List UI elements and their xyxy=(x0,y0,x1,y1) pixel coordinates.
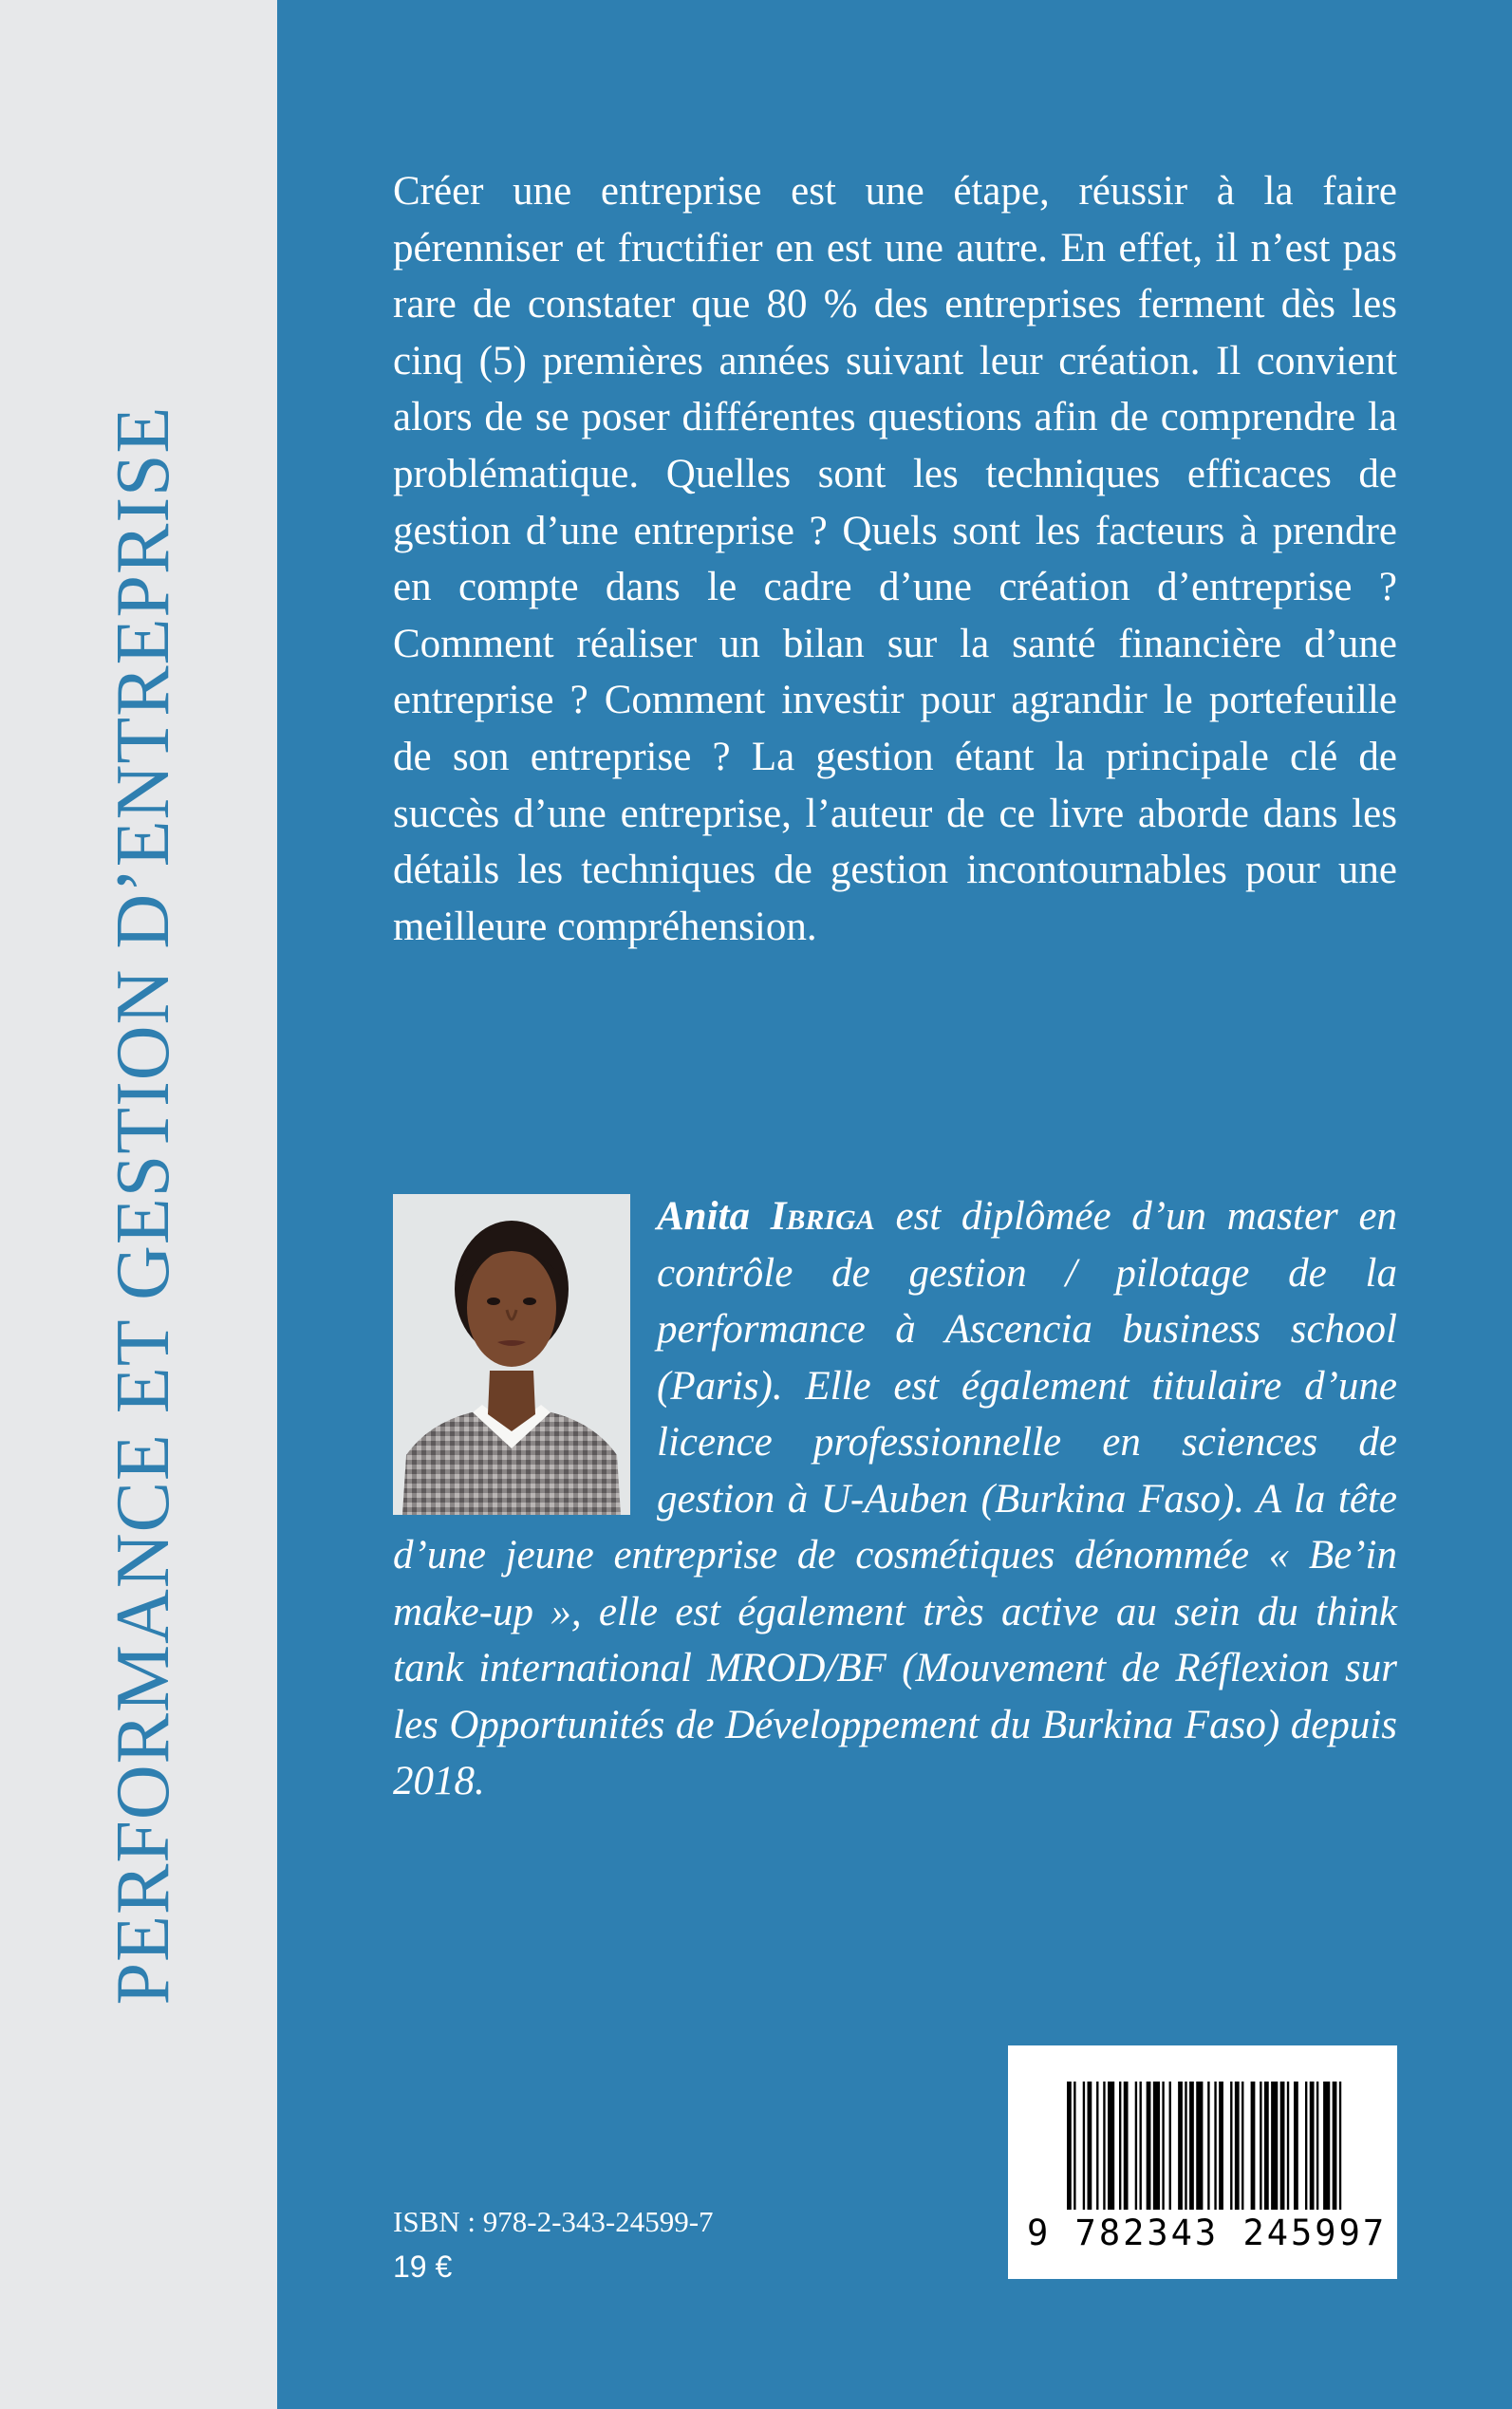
author-first-name: Anita xyxy=(657,1194,750,1239)
barcode-bar xyxy=(1162,2082,1164,2210)
author-name xyxy=(657,1194,875,1239)
synopsis-text: Créer une entreprise est une étape, réussir à la faire pérenniser et fructifier en est une autre. En effet, il n’est pas rare de constater que 80 % des entreprises ferment dès les cinq (5) premières années suivant leur création. Il convient alors de se poser différentes questions afin de comprendre la problématique. Quelles sont les techniques efficaces de gestion d’une entreprise ? Quels sont les facteurs à prendre en compte dans le cadre d’une création d’entreprise ? Comment réaliser un bilan sur la santé financière d’une entreprise ? Comment investir pour agrandir le portefeuille de son entreprise ? La gestion étant la principale clé de succès d’une entreprise, l’auteur de ce livre aborde dans les détails les techniques de gestion incontournables pour une meilleure compréhension. xyxy=(393,169,1397,949)
barcode-bar xyxy=(1251,2082,1256,2210)
barcode-bar xyxy=(1323,2082,1330,2210)
barcode-bar xyxy=(1241,2082,1243,2210)
barcode-bar xyxy=(1103,2082,1105,2210)
barcode-bar xyxy=(1108,2082,1114,2210)
barcode-bar xyxy=(1185,2082,1186,2210)
barcode-bar xyxy=(1316,2082,1318,2210)
barcode-digits: 9 782343 245997 xyxy=(1027,2213,1388,2253)
barcode-bar xyxy=(1073,2082,1075,2210)
barcode-bar xyxy=(1294,2082,1298,2210)
barcode-bar xyxy=(1333,2082,1337,2210)
barcode-bar xyxy=(1124,2082,1129,2210)
barcode-bar xyxy=(1271,2082,1278,2210)
barcode-bar xyxy=(1083,2082,1085,2210)
barcode-bars xyxy=(1067,2082,1346,2210)
barcode-bar xyxy=(1305,2082,1307,2210)
author-bio-text: est diplômée d’un master en contrôle de gestion / pilotage de la performance à Ascencia business school (Paris). Elle est également titulaire d’une licence professionnelle en sciences de gestion à U-Auben (Burkina Faso). A la tête d’une jeune entreprise de cosmétiques dénommée « Be’in make-up », elle est également très active au sein du think tank international MROD/BF (Mouvement de Réflexion sur les Opportunités de Développement du Burkina Faso) depuis 2018. xyxy=(393,1194,1398,1803)
barcode-bar xyxy=(1139,2082,1141,2210)
barcode-bar xyxy=(1119,2082,1121,2210)
barcode-bar xyxy=(1214,2082,1216,2210)
barcode-bar xyxy=(1169,2082,1171,2210)
barcode-bar xyxy=(1178,2082,1183,2210)
barcode-bar xyxy=(1153,2082,1160,2210)
author-last-name: Ibriga xyxy=(770,1194,875,1239)
barcode-bar xyxy=(1264,2082,1269,2210)
barcode-bar xyxy=(1287,2082,1289,2210)
isbn-label: ISBN : 978-2-343-24599-7 xyxy=(393,2205,714,2238)
barcode-bar xyxy=(1310,2082,1315,2210)
barcode-bar xyxy=(1189,2082,1194,2210)
barcode-bar xyxy=(1280,2082,1285,2210)
barcode-bar xyxy=(1196,2082,1203,2210)
barcode-bar xyxy=(1135,2082,1137,2210)
barcode-bar xyxy=(1147,2082,1151,2210)
author-bio xyxy=(393,1188,1397,1810)
barcode-bar xyxy=(1339,2082,1341,2210)
barcode-bar xyxy=(1219,2082,1223,2210)
barcode-bar xyxy=(1088,2082,1092,2210)
barcode-bar xyxy=(1096,2082,1098,2210)
barcode-bar xyxy=(1067,2082,1072,2210)
barcode xyxy=(1008,2045,1397,2279)
barcode-bar xyxy=(1230,2082,1232,2210)
barcode-bar xyxy=(1207,2082,1209,2210)
price-label: 19 € xyxy=(393,2250,453,2284)
spine-title: PERFORMANCE ET GESTION D’ENTREPRISE xyxy=(102,405,185,2006)
barcode-bar xyxy=(1235,2082,1240,2210)
spine-strip xyxy=(0,0,277,2409)
barcode-bar xyxy=(1260,2082,1261,2210)
